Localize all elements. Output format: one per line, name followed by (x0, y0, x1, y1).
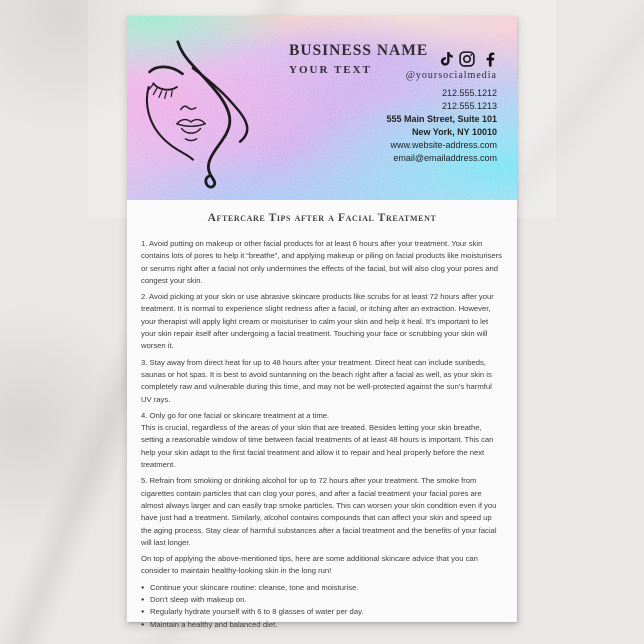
business-tagline: YOUR TEXT (289, 64, 372, 76)
business-name: BUSINESS NAME (289, 42, 429, 59)
contact-column (386, 50, 497, 165)
tip-paragraph-5: 5. Refrain from smoking or drinking alcohol for up to 72 hours after your treatment. The smoke from cigarettes contain particles that can clog your pores, and after a facial treatment your facial pores are almost always larger and can easily trap smoke particles. This can worsen your skin condition even if you have just had a treatment. Similarly, alcohol contains compounds that can affect your skin and speed up the aging process. Stay clear of harmful substances after a facial treatment and the benefits of your facial will last longer. (141, 476, 497, 547)
address-line-1: 555 Main Street, Suite 101 (386, 114, 497, 124)
social-icons-row (386, 50, 497, 68)
list-item: ● Regularly hydrate yourself with 6 to 8 glasses of water per day. (141, 606, 503, 618)
flyer-body (127, 200, 517, 629)
facebook-icon (479, 50, 497, 68)
tip-paragraph-4-body: This is crucial, regardless of the areas of your skin that are treated. Besides letting your skin breathe, setting a reasonable window of time between facial treatments of at least 48 hours is important. This can help your skin adapt to the first facial treatment and allow it to repair and heal properly before the next treatment. (141, 423, 494, 470)
tip-paragraph-2: 2. Avoid picking at your skin or use abrasive skincare products like scrubs for at least 72 hours after your treatment. It is normal to experience slight redness after a facial, or itching after an extraction. However, your therapist will apply light cream or moisturiser to calm your skin and help it heal. It’s important to let your skin repair itself after undergoing a facial treatment. Touching your face or scrubbing your skin will worsen it. (141, 292, 494, 351)
skincare-advice-list (141, 582, 503, 631)
email-address: email@emailaddress.com (393, 153, 497, 163)
page-title: Aftercare Tips after a Facial Treatment (207, 212, 437, 224)
phone-number-2: 212.555.1213 (441, 101, 497, 111)
woman-face-logo (142, 38, 274, 203)
flyer (127, 16, 517, 629)
instagram-icon (458, 50, 476, 68)
flyer-header (127, 16, 517, 200)
contact-info (386, 87, 497, 165)
tip-paragraph-4-heading: 4. Only go for one facial or skincare treatment at a time. (141, 410, 330, 420)
list-item: ● Don’t sleep with makeup on. (141, 594, 503, 606)
social-handle: @yoursocialmedia (405, 70, 497, 81)
website-url: www.website-address.com (390, 140, 497, 150)
closing-paragraph: On top of applying the above-mentioned tips, here are some additional skincare advice that you can consider to maintain healthy-looking skin in the long run! (141, 554, 478, 576)
address-line-2: New York, NY 10010 (411, 127, 497, 137)
phone-number-1: 212.555.1212 (441, 88, 497, 98)
tip-paragraph-1: 1. Avoid putting on makeup or other facial products for at least 6 hours after your treatment. Your skin contains lots of pores to help it “breathe”, and applying makeup or piling on facial products like moisturisers or serums right after a facial not only undermines the effects of the facial, but will also clog your pores and congest your skin. (141, 239, 502, 285)
list-item: ● Continue your skincare routine: cleanse, tone and moisturise. (141, 582, 503, 594)
tip-paragraph-3: 3. Stay away from direct heat for up to 48 hours after your treatment. Direct heat can include sunbeds, saunas or hot spas. It is best to avoid suntanning on the beach right after a facial as well, as your skin is completely raw and vulnerable during this time, and may not be well-protected against the sun’s harmful UV rays. (141, 357, 492, 404)
list-item: ● Maintain a healthy and balanced diet. (141, 619, 503, 631)
tiktok-icon (437, 50, 455, 68)
